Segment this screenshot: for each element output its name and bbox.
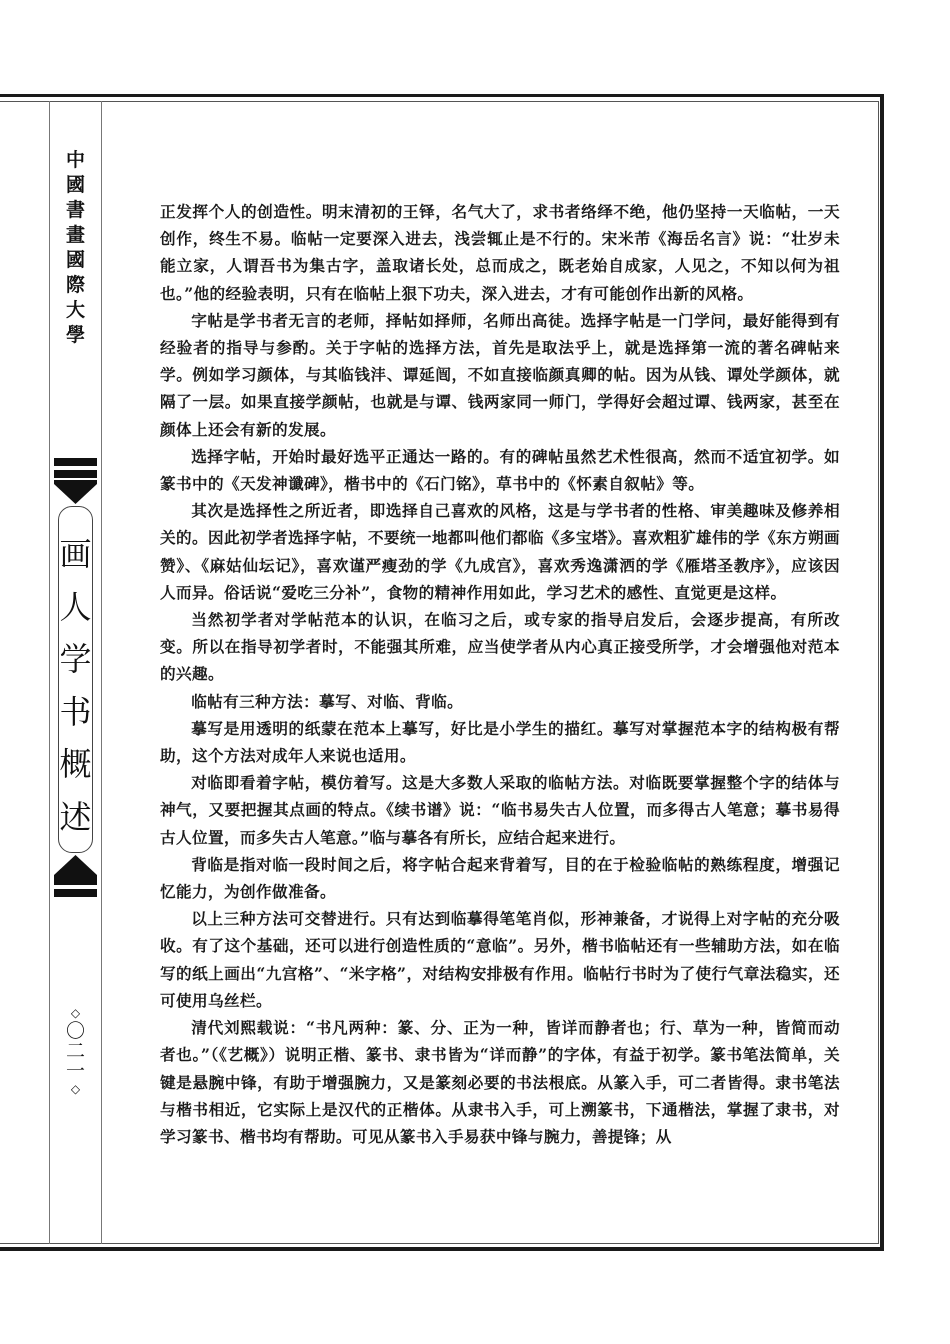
series-title-char: 中 [65,149,85,171]
paragraph: 当然初学者对学帖范本的认识，在临习之后，或专家的指导启发后，会逐步提高，有所改变。所以在指导初学者时，不能强其所难，应当使学者从内心真正接受所学，才会增强他对范本的兴趣。 [160,610,840,684]
diamond-icon: ◇ [70,1082,81,1096]
paragraph: 选择字帖，开始时最好选平正通达一路的。有的碑帖虽然艺术性很高，然而不适宜初学。如篆书中的《天发神谶碑》，楷书中的《石门铭》，草书中的《怀素自叙帖》等。 [160,446,840,494]
diamond-icon: ◇ [70,1006,81,1020]
series-title-char: 際 [65,274,85,296]
page-number-char: 一 [65,1060,85,1082]
book-title-char: 书 [59,692,92,731]
chevron-ornament-bottom [54,853,97,879]
book-title [50,528,101,843]
book-title-char: 画 [59,535,92,573]
sidebar-rule-right [101,101,102,1244]
ornament-bar [54,877,97,885]
book-title-char: 学 [59,640,92,678]
paragraph: 清代刘熙载说：“书凡两种：篆、分、正为一种，皆详而静者也；行、草为一种，皆简而动者也。”（《艺概》）说明正楷、篆书、隶书皆为“详而静”的字体，有益于初学。篆书笔法简单，关键是悬腕中锋，有助于增强腕力，又是篆刻必要的书法根底。从篆入手，可二者皆得。隶书笔法与楷书相近，它实际上是汉代的正楷体。从隶书入手，可上溯篆书，下通楷法，掌握了隶书，对学习篆书、楷书均有帮助。可见从篆书入手易获中锋与腕力，善提锋；从 [160,1018,840,1146]
series-title-char: 國 [65,174,85,196]
paragraph: 其次是选择性之所近者，即选择自己喜欢的风格，这是与学书者的性格、审美趣味及修养相关的。因此初学者选择字帖，不要统一地都叫他们都临《多宝塔》。喜欢粗犷雄伟的学《东方朔画赞》、《麻姑仙坛记》，喜欢谨严瘦劲的学《九成宫》，喜欢秀逸潇洒的学《雁塔圣教序》，应该因人而异。俗话说“爱吃三分补”，食物的精神作用如此，学习艺术的感性、直觉更是这样。 [160,501,840,602]
paragraph: 背临是指对临一段时间之后，将字帖合起来背着写，目的在于检验临帖的熟练程度，增强记忆能力，为创作做准备。 [160,854,840,902]
series-title-char: 書 [65,199,85,221]
book-title-char: 概 [59,745,92,783]
paragraph: 字帖是学书者无言的老师，择帖如择师，名师出高徒。选择字帖是一门学问，最好能得到有经验者的指导与参酌。关于字帖的选择方法，首先是取法乎上，就是选择第一流的著名碑帖来学。例如学习颜体，与其临钱沣、谭延闿，不如直接临颜真卿的帖。因为从钱、谭处学颜体，就隔了一层。如果直接学颜帖，也就是与谭、钱两家同一师门，学得好会超过谭、钱两家，甚至在颜体上还会有新的发展。 [160,310,840,439]
page-number-char: 〇 [65,1020,85,1042]
series-title-char: 學 [65,324,85,346]
ornament-bar [54,458,97,466]
series-title-char: 國 [65,249,85,271]
series-title-char: 大 [65,299,85,321]
book-title-char: 人 [59,587,92,626]
paragraph: 以上三种方法可交替进行。只有达到临摹得笔笔肖似，形神兼备，才说得上对字帖的充分吸收。有了这个基础，还可以进行创造性质的“意临”。另外，楷书临帖还有一些辅助方法，如在临写的纸上画出“九宫格”、“米字格”，对结构安排极有作用。临帖行书时为了使行气章法稳实，还可使用乌丝栏。 [160,909,840,1010]
series-title [50,148,101,348]
paragraph: 正发挥个人的创造性。明末清初的王铎，名气大了，求书者络绎不绝，他仍坚持一天临帖，一天创作，终生不易。临帖一定要深入进去，浅尝辄止是不行的。宋米芾《海岳名言》说：“壮岁未能立家，人谓吾书为集古字，盖取诸长处，总而成之，既老始自成家，人见之，不知以何为祖也。”他的经验表明，只有在临帖上狠下功夫，深入进去，才有可能创作出新的风格。 [160,202,840,303]
paragraph: 摹写是用透明的纸蒙在范本上摹写，好比是小学生的描红。摹写对掌握范本字的结构极有帮助，这个方法对成年人来说也适用。 [160,718,840,766]
body-text [160,198,840,1150]
series-title-char: 畫 [65,224,85,246]
ornament-bar [54,470,97,478]
chevron-ornament-top [54,480,97,506]
page-number-char: 二 [65,1040,85,1062]
paragraph: 对临即看着字帖，模仿着写。这是大多数人采取的临帖方法。对临既要掌握整个字的结体与神气，又要把握其点画的特点。《续书谱》说：“临书易失古人位置，而多得古人笔意；摹书易得古人位置，而多失古人笔意。”临与摹各有所长，应结合起来进行。 [160,773,840,847]
book-title-char: 述 [59,797,92,836]
paragraph: 临帖有三种方法：摹写、对临、背临。 [191,691,464,711]
page-number [50,1005,101,1097]
ornament-bar [54,889,97,897]
